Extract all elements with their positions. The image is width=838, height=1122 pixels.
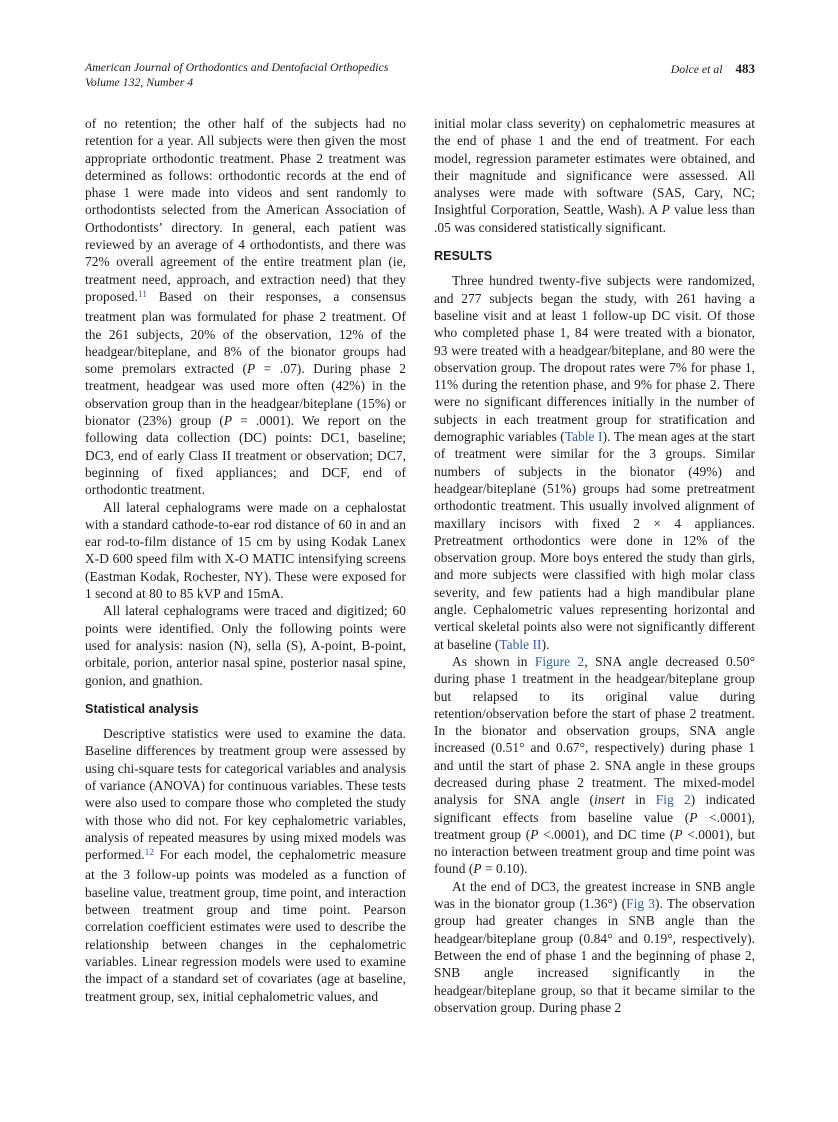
journal-title: American Journal of Orthodontics and Dentofacial Orthopedics (85, 60, 389, 74)
ref-link-12[interactable]: 12 (144, 847, 154, 858)
text-segment: As shown in (452, 653, 535, 669)
page-header (85, 60, 755, 90)
text-segment: = .0001). We report on the following data collection (DC) points: DC1, baseline; DC3, end of early Class II treatment or observation; DC7, beginning of fixed appliances; and DCF, end of orthodontic treatment. (85, 413, 406, 498)
text-segment: Three hundred twenty-five subjects were randomized, and 277 subjects began the study, with 261 having a baseline visit and at least 1 follow-up DC visit. Of those who completed phase 1, 84 were treated with a bionator, 93 were treated with a headgear/biteplane, and 80 were the observation group. The dropout rates were 7% for phase 1, 11% during the retention phase, and 9% for phase 2. There were no significant differences initially in the number of subjects in each treatment group for stratification and demographic variables ( (434, 273, 755, 445)
journal-issue: Volume 132, Number 4 (85, 75, 194, 89)
text-segment: initial molar class severity) on cephalometric measures at the end of phase 1 and the end of treatment. For each model, regression parameter estimates were obtained, and their magnitude and significance were assessed. All analyses were made with software (SAS, Cary, NC; Insightful Corporation, Seattle, Wash). A (434, 116, 755, 218)
paragraph (85, 115, 406, 499)
ref-link-table-i[interactable]: Table I (564, 429, 603, 445)
text-segment: P (689, 809, 698, 825)
ref-link-fig-3[interactable]: Fig 3 (626, 896, 656, 912)
text-segment: P (530, 826, 539, 842)
ref-link-11[interactable]: 11 (137, 289, 147, 300)
paragraph (434, 272, 755, 653)
text-segment: of no retention; the other half of the subjects had no retention for a year. All subjects were then given the most appropriate orthodontic treatment. Phase 2 treatment was determined as follows: orthodontic records at the end of phase 1 were made into videos and sent randomly to orthodontists selected from the American Association of Orthodontists’ directory. In general, each patient was reviewed by an average of 4 orthodontists, and there was 72% overall agreement of the entire treatment plan (ie, treatment need, approach, and extraction need) that they proposed. (85, 116, 406, 304)
text-segment: For each model, the cephalometric measure at the 3 follow-up points was modeled as a function of baseline value, treatment group, time point, and interaction between treatment group and time point. Pearson correlation coefficient estimates were used to describe the relationship between changes in the cephalometric variables. Linear regression models were used to examine the impact of a standard set of covariates (age at baseline, treatment group, sex, initial cephalometric values, and (85, 847, 406, 1004)
text-segment: P (247, 361, 256, 377)
ref-link-table-ii[interactable]: Table II (499, 636, 542, 652)
text-segment: in (624, 792, 656, 808)
text-segment: All lateral cephalograms were made on a cephalostat with a standard cathode-to-ear rod distance of 60 in and an ear rod-to-film distance of 15 cm by using Kodak Lanex X-D 600 speed film with X-O MATIC intensifying screens (Eastman Kodak, Rochester, NY). These were exposed for 1 second at 80 to 85 kVP and 15mA. (85, 499, 406, 602)
text-segment: At the end of DC3, the greatest increase in SNB angle was in the bionator group (1.36°) ( (434, 878, 755, 912)
section-heading: RESULTS (434, 249, 493, 264)
text-segment: value less than .05 was considered statistically significant. (434, 202, 755, 235)
text-segment: <.0001), but no interaction between treatment group and time point was found ( (434, 826, 755, 877)
running-head (671, 60, 755, 77)
text-segment: Descriptive statistics were used to examine the data. Baseline differences by treatment group were assessed by using chi-square tests for categorical variables and analysis of variance (ANOVA) for continuous variables. These tests were also used to compare those who completed the study with those who did not. For key cephalometric variables, analysis of repeated measures by using mixed models was performed. (85, 726, 406, 863)
text-segment: Based on their responses, a consensus treatment plan was formulated for phase 2 treatment. Of the 261 subjects, 20% of the observation, 12% of the headgear/biteplane, and 8% of the bionator groups had some premolars extracted ( (85, 288, 406, 377)
article-body (85, 115, 755, 1016)
text-segment: ). The observation group had greater changes in SNB angle than the headgear/biteplane group (0.84° and 0.19°, respectively). Between the end of phase 1 and the beginning of phase 2, SNB angle increased significantly in the headgear/biteplane group, so that it became similar to the observation group. During phase 2 (434, 896, 756, 1015)
text-segment: All lateral cephalograms were traced and digitized; 60 points were identified. Only the following points were used for analysis: nasion (N), sella (S), A-point, B-point, orbitale, porion, anterior nasal spine, posterior nasal spine, gonion, and gnathion. (85, 603, 406, 688)
text-segment: insert (594, 792, 625, 808)
left-column (85, 115, 406, 1016)
text-segment: = .07). During phase 2 treatment, headgear was used more often (42%) in the observation group than in the headgear/biteplane (15%) or bionator (23%) group ( (85, 361, 406, 429)
text-segment: ) indicated significant effects from baseline value ( (434, 792, 756, 825)
page-number: 483 (735, 61, 755, 76)
running-authors: Dolce et al (670, 62, 723, 76)
text-segment: P (661, 202, 670, 218)
ref-link-figure-2[interactable]: Figure 2 (534, 653, 585, 669)
text-segment: P (473, 861, 482, 877)
section-heading: Statistical analysis (85, 701, 199, 716)
paragraph (85, 602, 406, 688)
journal-masthead (85, 60, 388, 90)
text-segment: ). (541, 636, 550, 652)
paragraph (434, 878, 755, 1016)
text-segment: P (674, 826, 683, 842)
text-segment: , SNA angle decreased 0.50° during phase 1 treatment in the headgear/biteplane group but relapsed to its original value during retention/observation before the start of phase 2 treatment. In the bionator and observation groups, SNA angle increased (0.51° and 0.67°, respectively) during phase 1 and until the start of phase 2. SNA angle in these groups decreased during phase 2 treatment. The mixed-model analysis for SNA angle ( (434, 653, 755, 808)
ref-link-fig-2[interactable]: Fig 2 (655, 792, 691, 808)
paragraph (434, 653, 755, 878)
text-segment: P (223, 413, 233, 429)
text-segment: <.0001), and DC time ( (538, 826, 675, 842)
right-column (434, 115, 755, 1016)
paragraph (434, 115, 755, 236)
paragraph (85, 499, 406, 603)
text-segment: <.0001), treatment group ( (434, 809, 755, 842)
paragraph (85, 725, 406, 1005)
text-segment: ). The mean ages at the start of treatment were similar for the 3 groups. Similar numbers of subjects in the bionator (49%) and headgear/biteplane (51%) groups had some pretreatment orthodontic treatment. This usually involved alignment of maxillary incisors with fixed 2 × 4 appliances. Pretreatment orthodontics were done in 12% of the observation group. More boys entered the study than girls, and more subjects were classified with high molar class severity, and few patients had a high mandibular plane angle. Cephalometric values representing horizontal and vertical skeletal points also were not significantly different at baseline ( (434, 429, 755, 652)
text-segment: = 0.10). (481, 861, 528, 877)
